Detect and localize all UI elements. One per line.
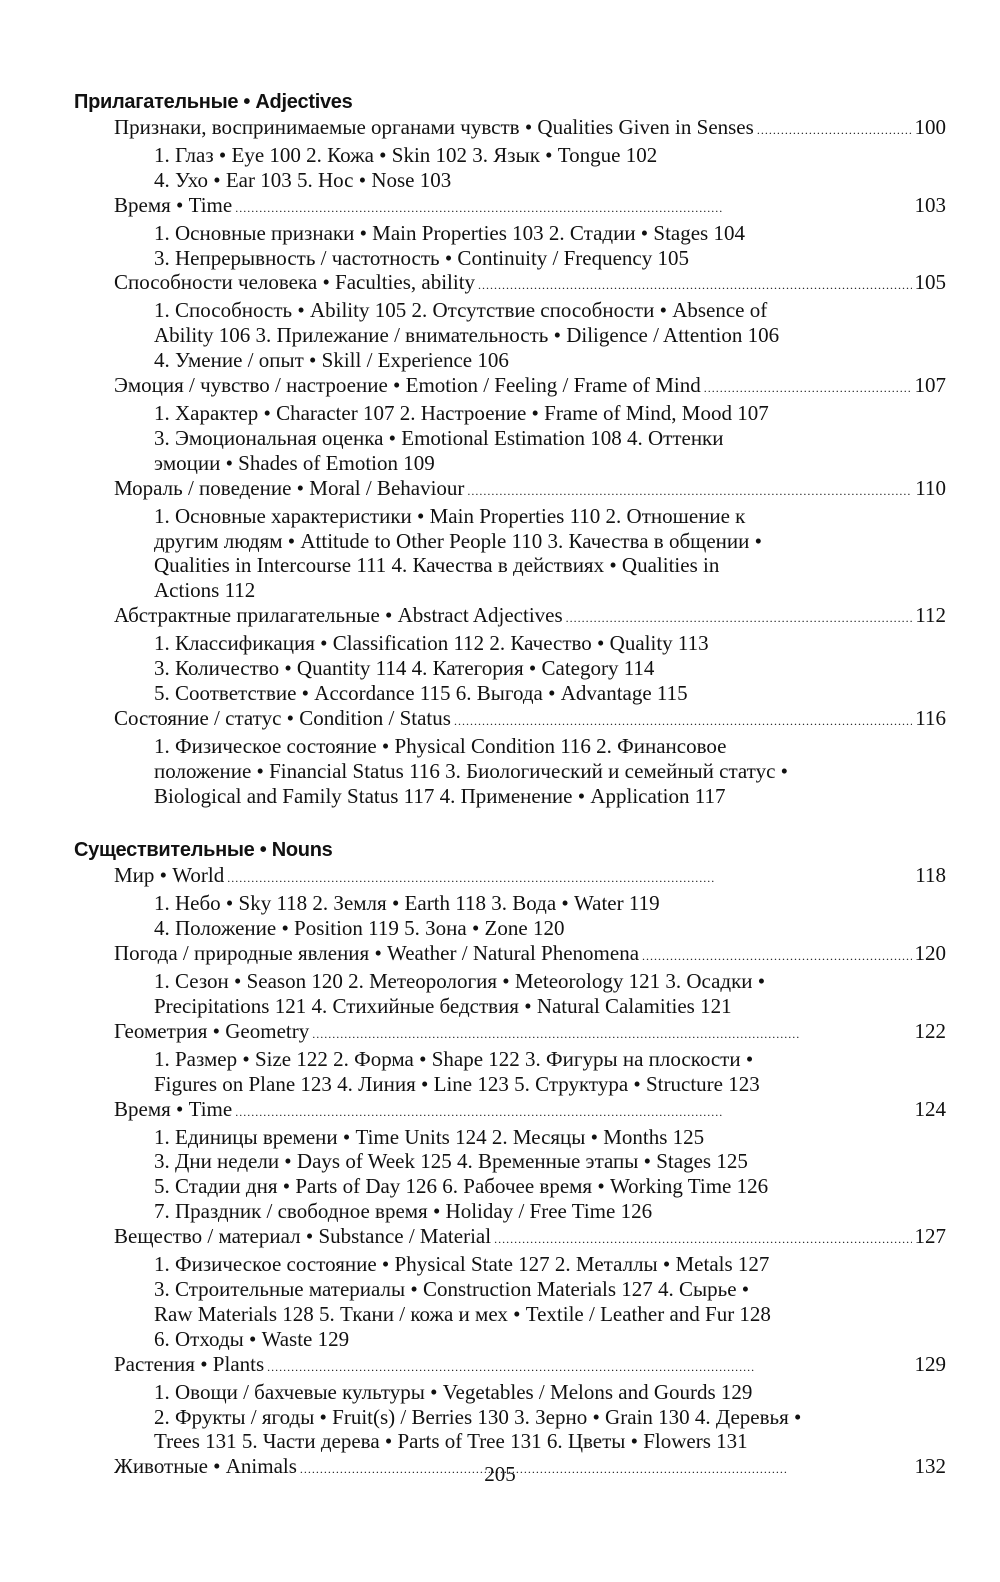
page-number: 205 [484, 1462, 516, 1486]
toc-entry-title: Состояние / статус • Condition / Status [114, 705, 451, 730]
toc-entry-page: 112 [915, 603, 946, 628]
toc-subentries-line: 3. Количество • Quantity 114 4. Категория • Category 114 [154, 656, 655, 681]
toc-subentries-line: положение • Financial Status 116 3. Биологический и семейный статус • [154, 758, 789, 783]
toc-entry-title: Эмоция / чувство / настроение • Emotion / Feeling / Frame of Mind [114, 373, 701, 398]
dot-leader [494, 1224, 911, 1252]
dot-leader [642, 941, 911, 969]
dot-leader [235, 193, 911, 221]
toc-subentries-line: Biological and Family Status 117 4. Применение • Application 117 [154, 783, 726, 808]
toc-entry-title: Геометрия • Geometry [114, 1018, 310, 1043]
toc-entry-title: Признаки, воспринимаемые органами чувств • Qualities Given in Senses [114, 115, 754, 139]
toc-entry-page: 129 [914, 1351, 946, 1376]
toc-subentries-line: 1. Глаз • Eye 100 2. Кожа • Skin 102 3. Язык • Tongue 102 [154, 142, 658, 167]
toc-subentries-line: 1. Размер • Size 122 2. Форма • Shape 122 3. Фигуры на плоскости • [154, 1046, 754, 1071]
toc-subentries-line: 1. Овощи / бахчевые культуры • Vegetables / Melons and Gourds 129 [154, 1379, 753, 1404]
toc-subentries-line: 4. Положение • Position 119 5. Зона • Zone 120 [154, 916, 565, 941]
section-spacer [74, 808, 946, 838]
toc-entry-title: Растения • Plants [114, 1351, 265, 1376]
toc-entry[interactable] [74, 476, 946, 504]
toc-entry[interactable] [74, 1352, 946, 1380]
dot-leader [454, 706, 912, 734]
table-of-contents [74, 90, 946, 1482]
toc-entry-page: 110 [915, 475, 946, 500]
toc-entry[interactable] [74, 115, 946, 143]
toc-entry[interactable] [74, 270, 946, 298]
toc-subentries-line: 5. Соответствие • Accordance 115 6. Выгода • Advantage 115 [154, 680, 688, 705]
toc-entry-title: Мораль / поведение • Moral / Behaviour [114, 475, 465, 500]
toc-subentries-line: 5. Стадии дня • Parts of Day 126 6. Рабочее время • Working Time 126 [154, 1174, 769, 1199]
toc-entry-page: 132 [914, 1454, 946, 1479]
dot-leader [235, 1097, 911, 1125]
toc-subentries-line: 1. Характер • Character 107 2. Настроение • Frame of Mind, Mood 107 [154, 400, 769, 425]
toc-subentries-line: другим людям • Attitude to Other People 110 3. Качества в общении • [154, 528, 762, 553]
dot-leader [227, 863, 912, 891]
toc-subentries-line: 1. Основные характеристики • Main Properties 110 2. Отношение к [154, 503, 746, 528]
toc-entry-page: 107 [914, 373, 946, 398]
toc-entry-title: Погода / природные явления • Weather / Natural Phenomena [114, 941, 640, 966]
toc-entry[interactable] [74, 941, 946, 969]
toc-subentries-line: 4. Умение / опыт • Skill / Experience 106 [154, 348, 509, 373]
toc-entry[interactable] [74, 373, 946, 401]
dot-leader [478, 270, 911, 298]
toc-subentries-line: 1. Классификация • Classification 112 2. Качество • Quality 113 [154, 631, 709, 656]
toc-entry-title: Время • Time [114, 192, 233, 217]
toc-entry[interactable] [74, 706, 946, 734]
toc-subentries-line: Ability 106 3. Прилежание / внимательность • Diligence / Attention 106 [154, 323, 780, 348]
toc-subentries-line: 6. Отходы • Waste 129 [154, 1326, 350, 1351]
toc-entry-page: 122 [914, 1018, 946, 1043]
toc-entry-page: 116 [915, 705, 946, 730]
toc-entry-page: 105 [914, 270, 946, 295]
toc-subentries-line: Precipitations 121 4. Стихийные бедствия • Natural Calamities 121 [154, 994, 732, 1018]
toc-entry[interactable] [74, 193, 946, 221]
toc-subentries-line: Trees 131 5. Части дерева • Parts of Tree 131 6. Цветы • Flowers 131 [154, 1429, 748, 1454]
toc-subentries-line: эмоции • Shades of Emotion 109 [154, 450, 435, 475]
toc-entry-title: Мир • World [114, 863, 225, 888]
toc-subentries-line: 3. Строительные материалы • Construction Materials 127 4. Сырье • [154, 1276, 750, 1301]
toc-subentries-line: Figures on Plane 123 4. Линия • Line 123 5. Структура • Structure 123 [154, 1071, 760, 1096]
toc-entry-page: 124 [914, 1096, 946, 1121]
dot-leader [267, 1352, 911, 1380]
toc-subentries-line: 3. Непрерывность / частотность • Continuity / Frequency 105 [154, 245, 689, 270]
toc-subentries-line: 2. Фрукты / ягоды • Fruit(s) / Berries 130 3. Зерно • Grain 130 4. Деревья • [154, 1404, 802, 1429]
toc-subentries-line: 1. Физическое состояние • Physical State 127 2. Металлы • Metals 127 [154, 1252, 770, 1277]
section-heading: Прилагательные • Adjectives [74, 91, 353, 113]
toc-subentries-line: Raw Materials 128 5. Ткани / кожа и мех • Textile / Leather and Fur 128 [154, 1301, 771, 1326]
toc-entry-title: Время • Time [114, 1096, 233, 1121]
toc-entry-page: 100 [914, 115, 946, 139]
dot-leader [757, 115, 912, 143]
toc-subentries-line: 3. Эмоциональная оценка • Emotional Estimation 108 4. Оттенки [154, 425, 724, 450]
dot-leader [467, 476, 912, 504]
toc-subentries-line: 1. Основные признаки • Main Properties 103 2. Стадии • Stages 104 [154, 220, 745, 245]
toc-entry-page: 118 [915, 863, 946, 888]
toc-entry-title: Способности человека • Faculties, ability [114, 270, 476, 295]
toc-subentries-line: 1. Физическое состояние • Physical Condition 116 2. Финансовое [154, 733, 727, 758]
toc-entry[interactable] [74, 1224, 946, 1252]
toc-entry[interactable] [74, 1097, 946, 1125]
toc-entry[interactable] [74, 603, 946, 631]
toc-subentries-line: 4. Ухо • Ear 103 5. Нос • Nose 103 [154, 167, 452, 192]
toc-subentries-line: 7. Праздник / свободное время • Holiday / Free Time 126 [154, 1199, 653, 1224]
section-heading: Существительные • Nouns [74, 839, 333, 862]
toc-subentries-line: 1. Способность • Ability 105 2. Отсутствие способности • Absence of [154, 298, 768, 323]
toc-entry-page: 103 [914, 192, 946, 217]
toc-subentries-line: 1. Сезон • Season 120 2. Метеорология • Meteorology 121 3. Осадки • [154, 969, 766, 994]
toc-entry-title: Абстрактные прилагательные • Abstract Adjectives [114, 603, 563, 628]
toc-subentries-line: 3. Дни недели • Days of Week 125 4. Временные этапы • Stages 125 [154, 1149, 748, 1174]
toc-subentries-line: 1. Единицы времени • Time Units 124 2. Месяцы • Months 125 [154, 1124, 705, 1149]
toc-subentries-line: 1. Небо • Sky 118 2. Земля • Earth 118 3. Вода • Water 119 [154, 891, 660, 916]
toc-entry[interactable] [74, 1019, 946, 1047]
dot-leader [704, 373, 912, 401]
toc-entry[interactable] [74, 863, 946, 891]
toc-entry-page: 127 [914, 1224, 946, 1249]
toc-entry-page: 120 [914, 941, 946, 966]
toc-entry-title: Вещество / материал • Substance / Material [114, 1224, 492, 1249]
dot-leader [312, 1019, 911, 1047]
toc-subentries-line: Actions 112 [154, 578, 256, 603]
toc-subentries-line: Qualities in Intercourse 111 4. Качества в действиях • Qualities in [154, 553, 720, 578]
toc-entry-title: Животные • Animals [114, 1454, 297, 1479]
dot-leader [566, 603, 913, 631]
